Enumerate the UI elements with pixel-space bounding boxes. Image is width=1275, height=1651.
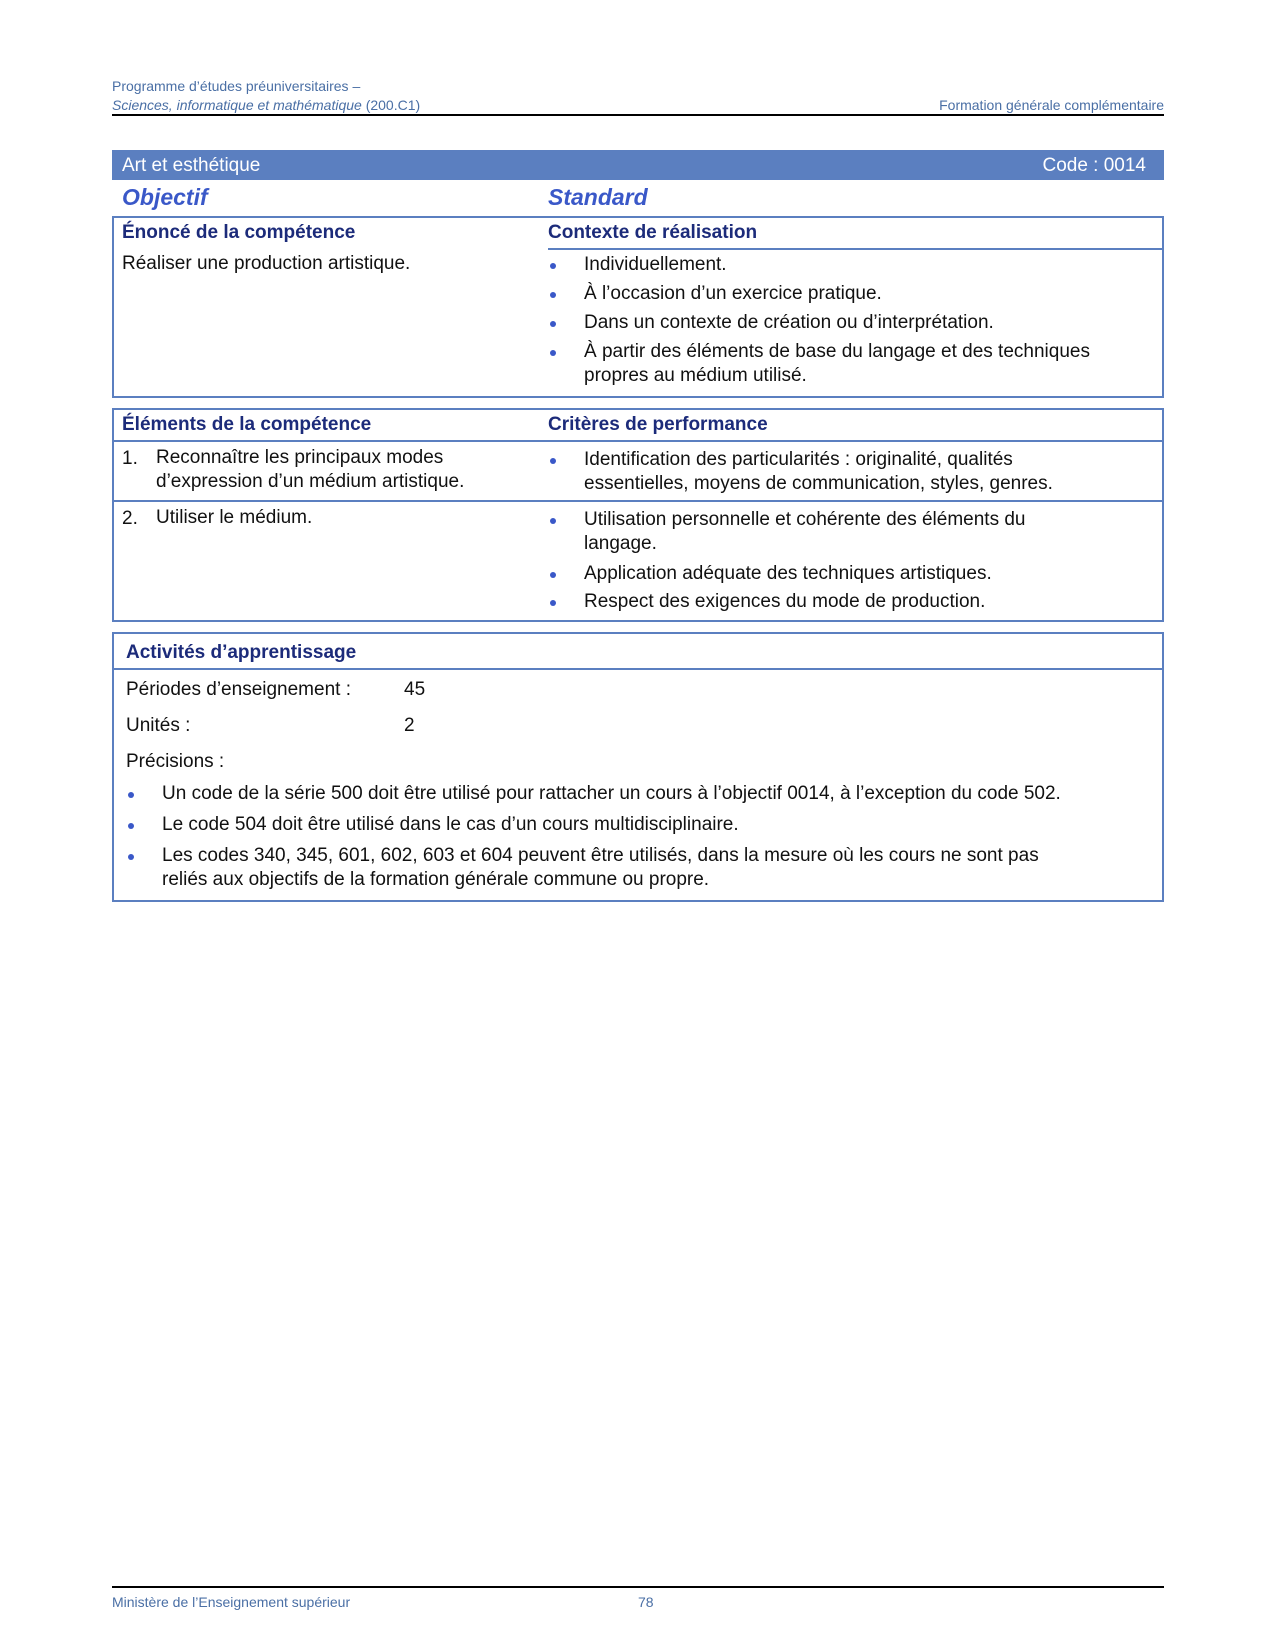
bullet-icon [550,572,556,578]
bullet-icon [550,458,556,464]
precision-text: Un code de la série 500 doit être utilisé pour rattacher un cours à l’objectif 0014, à l’exception du code 502. [162,783,1061,804]
bullet-icon [550,518,556,524]
units-label: Unités : [126,715,191,736]
program-name: Sciences, informatique et mathématique [112,97,362,113]
criterion-text-continued: langage. [584,533,657,554]
statement-title: Énoncé de la compétence [122,222,356,243]
elements-criteria-box [112,408,1164,622]
program-title: Programme d’études préuniversitaires – [112,78,361,94]
element-number: 2. [122,508,138,529]
context-title-rule [548,248,1162,250]
page-number: 78 [638,1594,654,1610]
course-code: Code : 0014 [1042,155,1146,176]
precision-text-continued: reliés aux objectifs de la formation générale commune ou propre. [162,869,710,890]
criterion-text-continued: essentielles, moyens de communication, styles, genres. [584,473,1053,494]
page-header [112,78,1164,116]
bullet-icon [128,854,134,860]
program-code: (200.C1) [361,97,421,113]
activities-title: Activités d’apprentissage [126,642,357,663]
precision-text: Les codes 340, 345, 601, 602, 603 et 604 peuvent être utilisés, dans la mesure où les cours ne sont pas [162,845,1039,866]
context-title: Contexte de réalisation [548,222,758,243]
criterion-text: Respect des exigences du mode de production. [584,591,986,612]
program-subtitle [112,97,420,113]
standard-heading: Standard [548,184,648,210]
context-item: À l’occasion d’un exercice pratique. [584,283,882,304]
criteria-title: Critères de performance [548,414,768,435]
context-item: Dans un contexte de création ou d’interprétation. [584,312,994,333]
learning-activities-box [112,632,1164,902]
context-item: Individuellement. [584,254,727,275]
bullet-icon [128,792,134,798]
criterion-text: Identification des particularités : originalité, qualités [584,449,1013,470]
bullet-icon [550,292,556,298]
page-footer [112,1586,1164,1610]
title-bar [112,150,1164,180]
element-number: 1. [122,448,138,469]
elements-title-rule [114,440,1162,442]
bullet-icon [550,350,556,356]
periods-label: Périodes d’enseignement : [126,679,351,700]
precision-text: Le code 504 doit être utilisé dans le cas d’un cours multidisciplinaire. [162,814,739,835]
element-text-continued: d’expression d’un médium artistique. [156,471,465,492]
bullet-icon [128,823,134,829]
units-value: 2 [404,715,415,736]
competence-statement: Réaliser une production artistique. [122,253,411,274]
element-text: Utiliser le médium. [156,507,313,528]
activities-title-rule [114,668,1162,670]
row-divider [114,500,1162,502]
ministry-name: Ministère de l’Enseignement supérieur [112,1594,351,1610]
elements-title: Éléments de la compétence [122,414,372,435]
precisions-label: Précisions : [126,751,225,772]
objectif-heading: Objectif [122,184,208,210]
context-item-continued: propres au médium utilisé. [584,365,807,386]
periods-value: 45 [404,679,426,700]
criterion-text: Application adéquate des techniques artistiques. [584,563,992,584]
bullet-icon [550,263,556,269]
training-type: Formation générale complémentaire [939,97,1164,113]
context-item: À partir des éléments de base du langage et des techniques [584,341,1090,362]
criterion-text: Utilisation personnelle et cohérente des éléments du [584,509,1026,530]
course-title: Art et esthétique [122,155,261,176]
competence-statement-box [112,216,1164,398]
element-text: Reconnaître les principaux modes [156,447,444,468]
bullet-icon [550,600,556,606]
bullet-icon [550,321,556,327]
